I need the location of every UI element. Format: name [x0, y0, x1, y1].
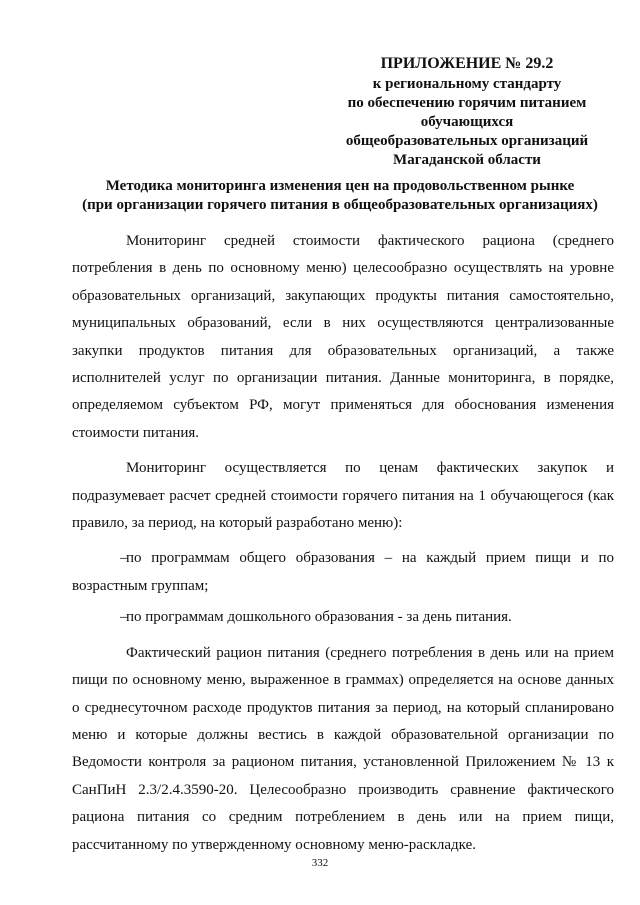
list-item	[72, 545, 614, 600]
appendix-header-line: по обеспечению горячим питанием	[347, 95, 587, 111]
document-body	[72, 228, 614, 859]
list-item	[72, 604, 614, 631]
appendix-header-line: Магаданской области	[393, 152, 541, 168]
list-item-text: по программам дошкольного образования - за день питания.	[126, 609, 512, 626]
list-dash: –	[120, 609, 128, 626]
page-number: 332	[311, 857, 329, 869]
appendix-header-line: обучающихся	[420, 114, 514, 130]
appendix-header	[318, 54, 616, 170]
paragraph-actual-ration: Фактический рацион питания (среднего потребления в день или на прием пищи по основному меню, выраженное в граммах) определяется на основе данных о среднесуточном расходе продуктов питания за период, на который спланировано меню и которые должны вестись в каждой образовательной организации по Ведомости контроля за рационом питания, установленной Приложением № 13 к СанПиН 2.3/2.4.3590-20. Целесообразно производить сравнение фактического рациона питания со средним потреблением в день или на прием пищи, рассчитанному по утвержденному основному меню-раскладке.	[72, 644, 614, 853]
appendix-number: ПРИЛОЖЕНИЕ № 29.2	[380, 55, 554, 72]
appendix-header-line: общеобразовательных организаций	[345, 133, 589, 149]
paragraph-monitoring-method: Мониторинг осуществляется по ценам фактических закупок и подразумевает расчет средней стоимости горячего питания на 1 обучающегося (как правило, за период, на который разработано меню):	[72, 460, 614, 532]
document-title-line1: Методика мониторинга изменения цен на продовольственном рынке	[105, 178, 575, 194]
paragraph-monitoring-scope: Мониторинг средней стоимости фактического рациона (среднего потребления в день по основному меню) целесообразно осуществлять на уровне образовательных организаций, закупающих продукты питания самостоятельно, муниципальных образований, если в них осуществляются централизованные закупки продуктов питания для образовательных организаций, а также исполнителей услуг по организации питания. Данные мониторинга, в порядке, определяемом субъектом РФ, могут применяться для обоснования изменения стоимости питания.	[72, 233, 614, 441]
appendix-header-line: к региональному стандарту	[372, 76, 562, 92]
document-title	[70, 177, 610, 215]
list-dash: –	[120, 550, 128, 567]
document-title-line2: (при организации горячего питания в общеобразовательных организациях)	[82, 197, 598, 213]
list-item-text: по программам общего образования – на каждый прием пищи и по возрастным группам;	[72, 550, 614, 594]
